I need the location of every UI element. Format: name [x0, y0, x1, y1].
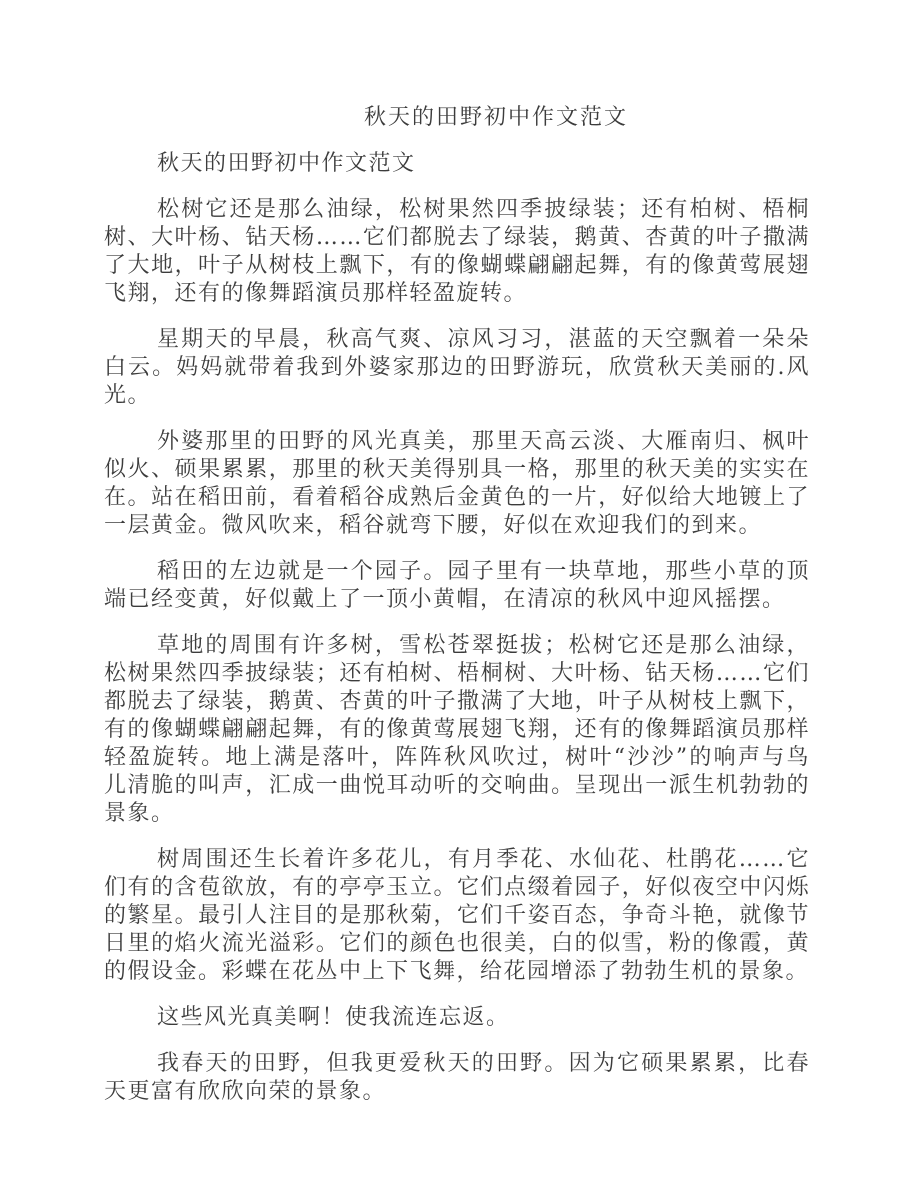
essay-paragraph: 外婆那里的田野的风光真美，那里天高云淡、大雁南归、枫叶似火、硕果累累，那里的秋天美得别具一格，那里的秋天美的实实在在。站在稻田前，看着稻谷成熟后金黄色的一片，好似给大地镀上了一层黄金。微风吹来，稻谷就弯下腰，好似在欢迎我们的到来。 — [104, 429, 810, 538]
essay-paragraph: 我春天的田野，但我更爱秋天的田野。因为它硕果累累，比春天更富有欣欣向荣的景象。 — [104, 1051, 810, 1104]
document-title: 秋天的田野初中作文范文 — [363, 105, 628, 130]
essay-paragraph: 松树它还是那么油绿，松树果然四季披绿装；还有柏树、梧桐树、大叶杨、钻天杨……它们都脱去了绿装，鹅黄、杏黄的叶子撒满了大地，叶子从树枝上飘下，有的像蝴蝶翩翩起舞，有的像黄莺展翅飞翔，还有的像舞蹈演员那样轻盈旋转。 — [104, 197, 810, 306]
essay-paragraph: 稻田的左边就是一个园子。园子里有一块草地，那些小草的顶端已经变黄，好似戴上了一顶小黄帽，在清凉的秋风中迎风摇摆。 — [104, 559, 810, 612]
essay-paragraph: 这些风光真美啊！使我流连忘返。 — [157, 1005, 510, 1030]
essay-paragraph: 草地的周围有许多树，雪松苍翠挺拔；松树它还是那么油绿，松树果然四季披绿装；还有柏树、梧桐树、大叶杨、钻天杨……它们都脱去了绿装，鹅黄、杏黄的叶子撒满了大地，叶子从树枝上飘下，有的像蝴蝶翩翩起舞，有的像黄莺展翅飞翔，还有的像舞蹈演员那样轻盈旋转。地上满是落叶，阵阵秋风吹过，树叶“沙沙”的响声与鸟儿清脆的叫声，汇成一曲悦耳动听的交响曲。呈现出一派生机勃勃的景象。 — [104, 633, 810, 826]
essay-heading-paragraph: 秋天的田野初中作文范文 — [157, 151, 416, 176]
essay-paragraph: 星期天的早晨，秋高气爽、凉风习习，湛蓝的天空飘着一朵朵白云。妈妈就带着我到外婆家那边的田野游玩，欣赏秋天美丽的.风光。 — [104, 327, 810, 408]
essay-paragraph: 树周围还生长着许多花儿，有月季花、水仙花、杜鹃花……它们有的含苞欲放，有的亭亭玉立。它们点缀着园子，好似夜空中闪烁的繁星。最引人注目的是那秋菊，它们千姿百态，争奇斗艳，就像节日里的焰火流光溢彩。它们的颜色也很美，白的似雪，粉的像霞，黄的假设金。彩蝶在花丛中上下飞舞，给花园增添了勃勃生机的景象。 — [104, 847, 810, 984]
